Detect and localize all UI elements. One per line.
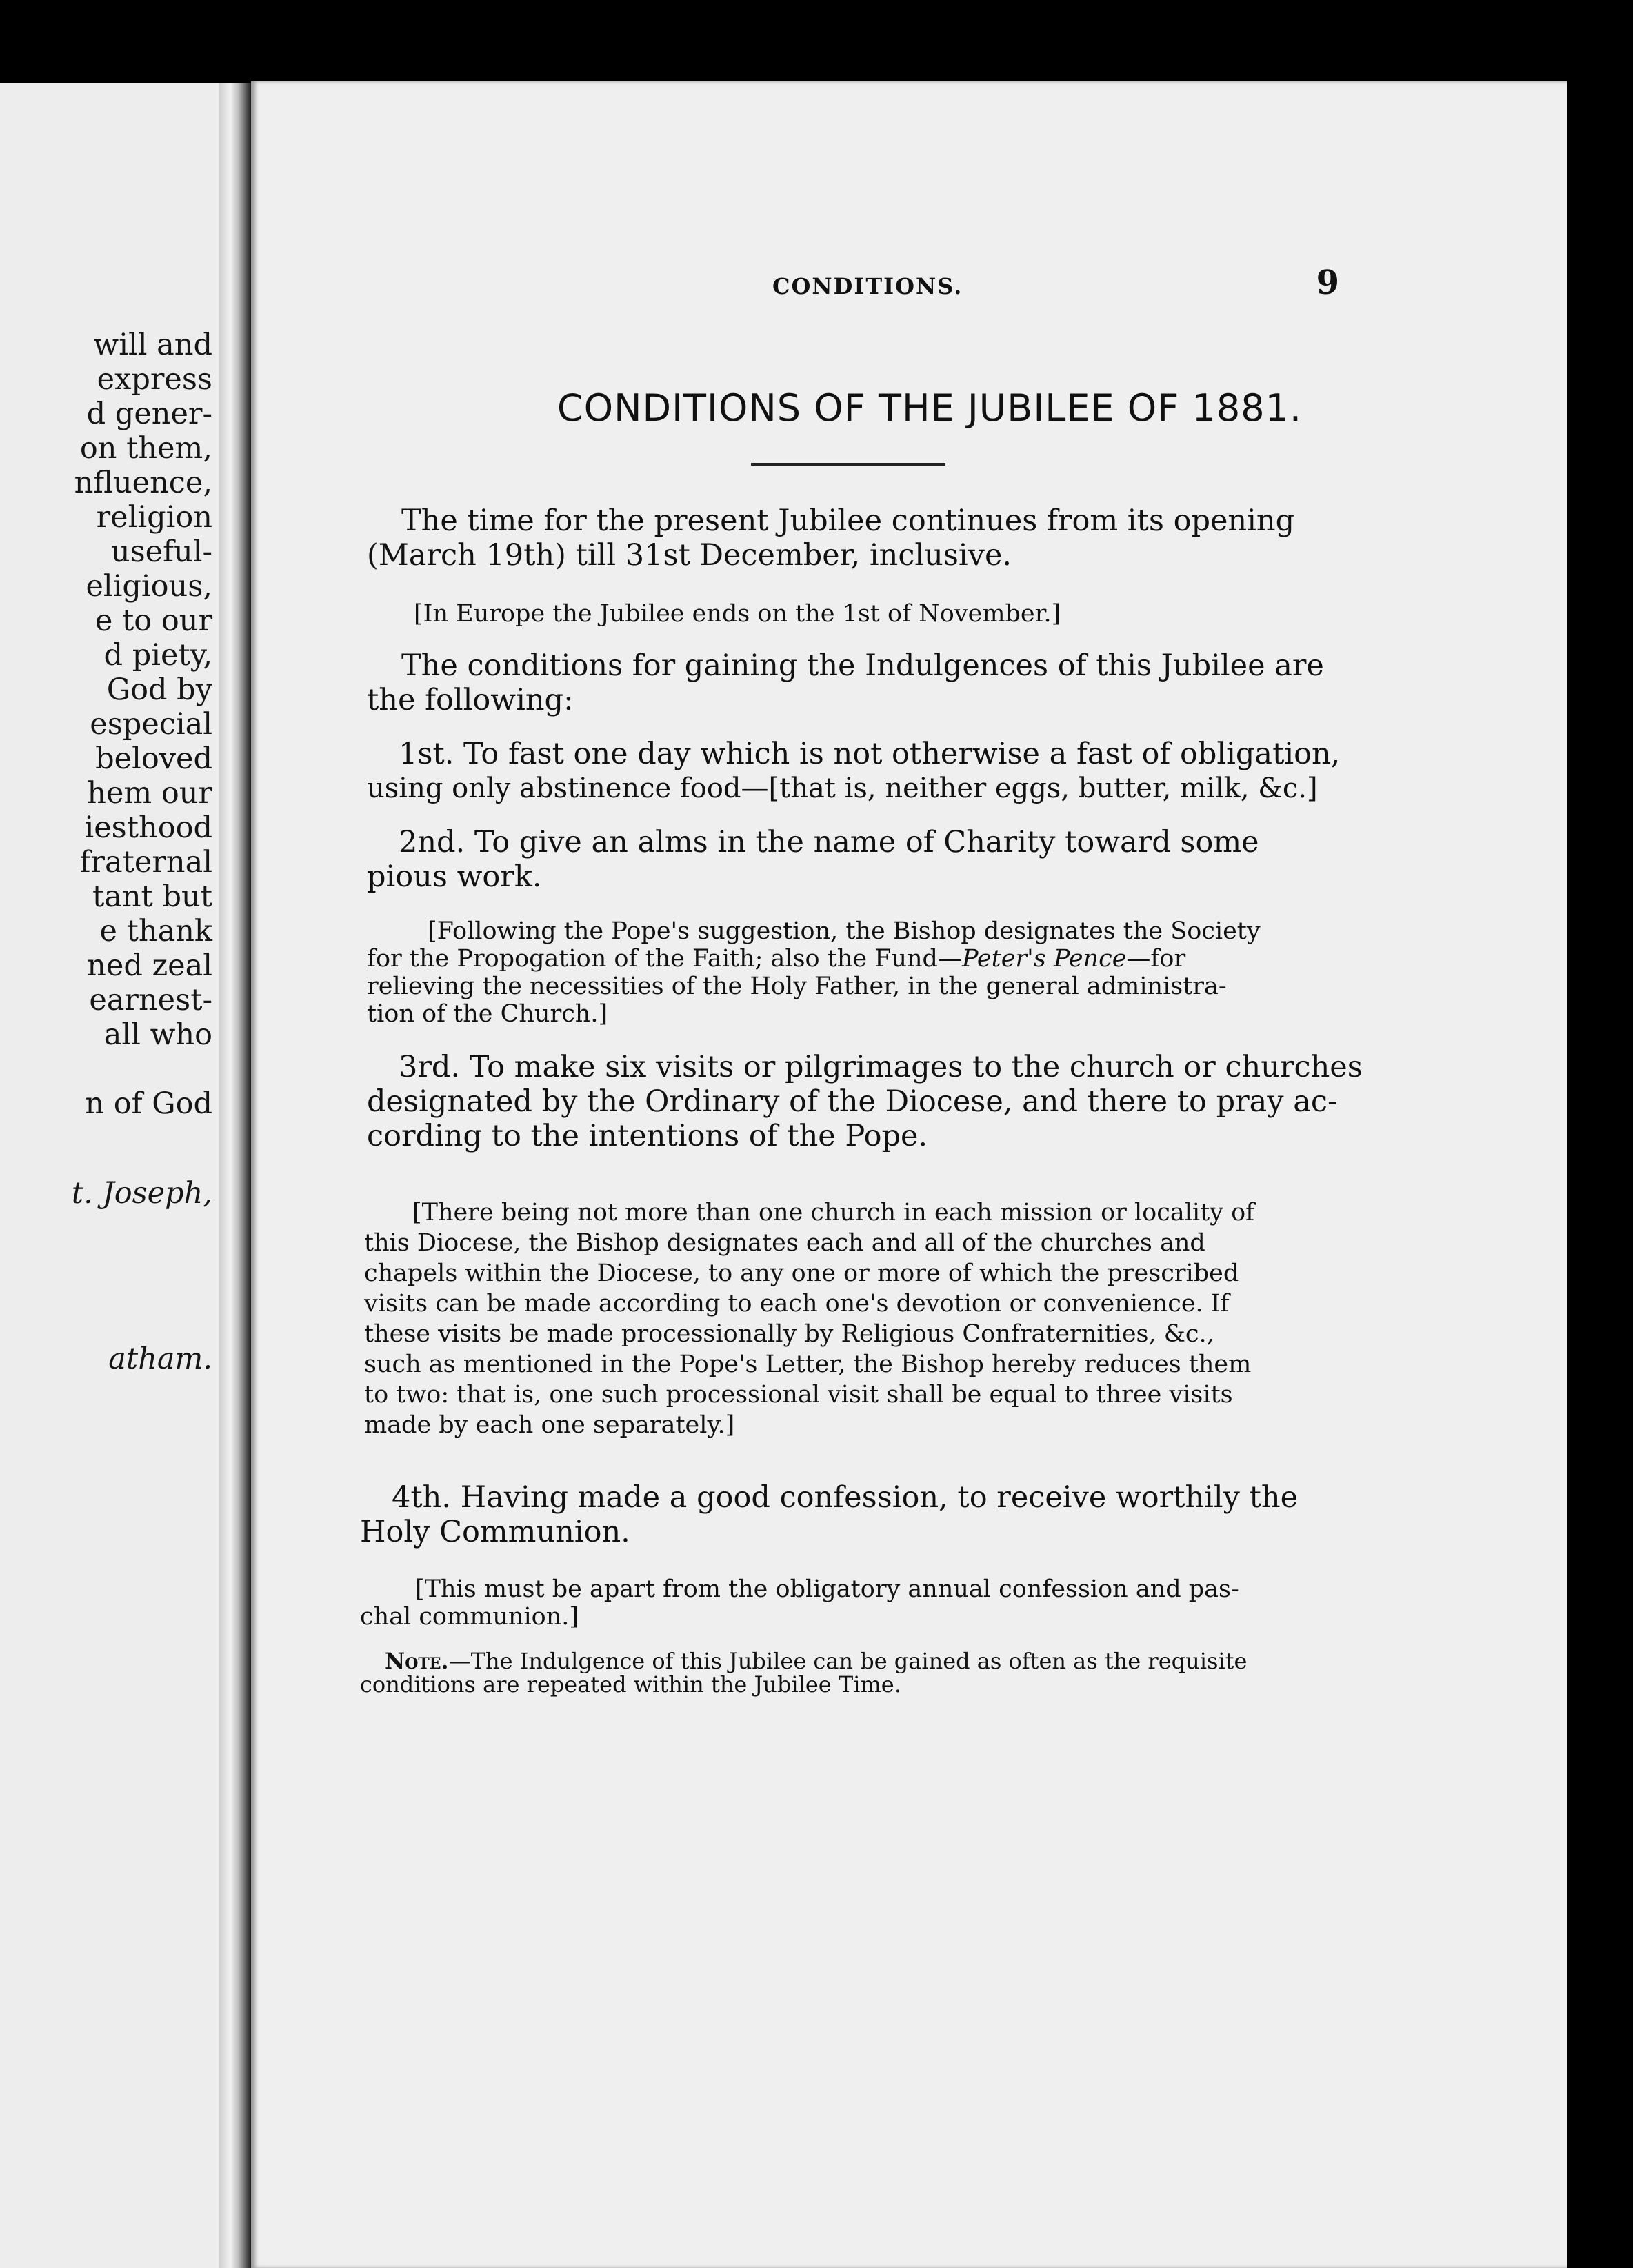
fourth-condition-line-1: 4th. Having made a good confession, to receive worthily the [392, 1480, 1299, 1515]
final-note-line-2: conditions are repeated within the Jubilee Time. [360, 1671, 901, 1698]
left-page-line: e to our [94, 604, 212, 638]
left-page-line: t. Joseph, [71, 1176, 212, 1211]
left-page-line: will and [93, 328, 212, 362]
left-page-line: d piety, [103, 638, 212, 673]
second-condition-line-1: 2nd. To give an alms in the name of Charity toward some [399, 825, 1259, 859]
page-number: 9 [1316, 263, 1339, 302]
left-page-line: d gener- [86, 397, 212, 431]
left-page-line: express [97, 362, 212, 397]
fourth-note-line-2: chal communion.] [360, 1603, 579, 1631]
left-page-line: fraternal [79, 845, 212, 879]
left-page-line: eligious, [86, 569, 212, 604]
first-condition-line-2: using only abstinence food—[that is, neither eggs, butter, milk, &c.] [367, 773, 1318, 804]
note-text: —The Indulgence of this Jubilee can be gained as often as the requisite [448, 1648, 1248, 1674]
second-note-text: for the Propogation of the Faith; also the Fund— [367, 945, 962, 973]
left-page-line: e thank [99, 914, 212, 948]
left-page-line: beloved [95, 742, 212, 776]
running-head: CONDITIONS. [772, 273, 963, 299]
third-condition-line-1: 3rd. To make six visits or pilgrimages to the church or churches [399, 1050, 1363, 1084]
conditions-intro-line-2: the following: [367, 683, 574, 717]
third-note-line-7: to two: that is, one such processional visit shall be equal to three visits [364, 1381, 1233, 1409]
third-note-line-3: chapels within the Diocese, to any one or more of which the prescribed [364, 1260, 1239, 1287]
book-gutter [219, 83, 251, 2268]
left-page-line: on them, [79, 431, 212, 466]
left-page-line: nfluence, [74, 466, 212, 500]
left-page-line: atham. [108, 1342, 212, 1376]
fourth-condition-line-2: Holy Communion. [360, 1515, 630, 1549]
left-page-line: earnest- [89, 983, 212, 1017]
final-note-line-1 [385, 1649, 1247, 1673]
third-note-line-8: made by each one separately.] [364, 1411, 735, 1439]
third-condition-line-3: cording to the intentions of the Pope. [367, 1119, 928, 1153]
right-page [251, 81, 1567, 2268]
second-note-line-3: relieving the necessities of the Holy Father, in the general administra- [367, 973, 1227, 1000]
left-page-line: n of God [85, 1086, 212, 1121]
left-page-line: ned zeal [87, 948, 212, 983]
second-note-line-4: tion of the Church.] [367, 1000, 608, 1028]
page-title: CONDITIONS OF THE JUBILEE OF 1881. [557, 386, 1303, 430]
third-condition-line-2: designated by the Ordinary of the Diocese, and there to pray ac- [367, 1084, 1338, 1119]
fourth-note-line-1: [This must be apart from the obligatory annual confession and pas- [415, 1575, 1239, 1603]
left-page-line: useful- [110, 535, 212, 569]
third-note-line-5: these visits be made processionally by Religious Confraternities, &c., [364, 1320, 1214, 1348]
intro-line-2: (March 19th) till 31st December, inclusive. [367, 538, 1012, 573]
third-note-line-4: visits can be made according to each one's devotion or convenience. If [364, 1290, 1230, 1317]
scan-border [1567, 81, 1633, 2268]
third-note-line-1: [There being not more than one church in each mission or locality of [412, 1199, 1255, 1226]
left-page-line: all who [103, 1017, 212, 1052]
left-page-fragment [0, 83, 219, 2268]
left-page-line: tant but [92, 879, 212, 914]
second-note-text-end: —for [1126, 945, 1186, 973]
second-condition-line-2: pious work. [367, 859, 542, 894]
left-page-line: especial [90, 707, 212, 742]
title-rule [751, 463, 945, 466]
third-note-line-2: this Diocese, the Bishop designates each and all of the churches and [364, 1229, 1205, 1257]
left-page-line: hem our [87, 776, 212, 810]
left-page-line: God by [106, 673, 212, 707]
conditions-intro-line-1: The conditions for gaining the Indulgences of this Jubilee are [401, 648, 1324, 683]
first-condition-line-1: 1st. To fast one day which is not otherwise a fast of obligation, [399, 737, 1341, 771]
peters-pence-italic: Peter's Pence [961, 945, 1127, 973]
intro-line-1: The time for the present Jubilee continues from its opening [401, 504, 1295, 538]
left-page-line: iesthood [84, 810, 212, 845]
left-page-line: religion [96, 500, 212, 535]
europe-note: [In Europe the Jubilee ends on the 1st of November.] [414, 600, 1061, 628]
second-note-line-2 [367, 945, 1185, 973]
note-label: Note. [385, 1648, 449, 1674]
third-note-line-6: such as mentioned in the Pope's Letter, the Bishop hereby reduces them [364, 1351, 1252, 1378]
second-note-line-1: [Following the Pope's suggestion, the Bishop designates the Society [428, 917, 1261, 945]
